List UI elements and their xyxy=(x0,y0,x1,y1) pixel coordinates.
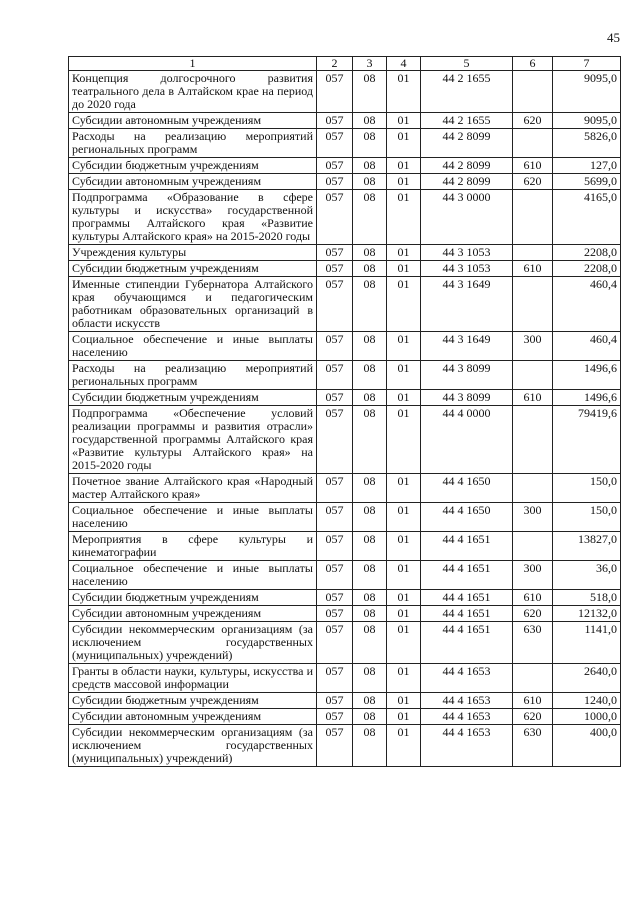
subsection-cell: 01 xyxy=(387,474,421,503)
target-article-cell: 44 4 1653 xyxy=(421,664,513,693)
expense-type-cell xyxy=(513,190,553,245)
section-cell: 08 xyxy=(353,406,387,474)
section-cell: 08 xyxy=(353,261,387,277)
subsection-cell: 01 xyxy=(387,277,421,332)
expense-type-cell: 630 xyxy=(513,725,553,767)
amount-cell: 518,0 xyxy=(553,590,621,606)
target-article-cell: 44 4 1651 xyxy=(421,590,513,606)
section-cell: 08 xyxy=(353,664,387,693)
ministry-code-cell: 057 xyxy=(317,261,353,277)
ministry-code-cell: 057 xyxy=(317,622,353,664)
row-name-cell: Субсидии бюджетным учреждениям xyxy=(69,590,317,606)
amount-cell: 460,4 xyxy=(553,277,621,332)
target-article-cell: 44 3 0000 xyxy=(421,190,513,245)
target-article-cell: 44 4 1653 xyxy=(421,709,513,725)
subsection-cell: 01 xyxy=(387,332,421,361)
subsection-cell: 01 xyxy=(387,725,421,767)
expense-type-cell xyxy=(513,245,553,261)
column-header: 7 xyxy=(553,57,621,71)
subsection-cell: 01 xyxy=(387,113,421,129)
amount-cell: 12132,0 xyxy=(553,606,621,622)
subsection-cell: 01 xyxy=(387,503,421,532)
column-header: 1 xyxy=(69,57,317,71)
ministry-code-cell: 057 xyxy=(317,532,353,561)
expense-type-cell: 610 xyxy=(513,390,553,406)
amount-cell: 400,0 xyxy=(553,725,621,767)
section-cell: 08 xyxy=(353,606,387,622)
ministry-code-cell: 057 xyxy=(317,474,353,503)
table-row xyxy=(69,622,621,664)
table-row xyxy=(69,245,621,261)
subsection-cell: 01 xyxy=(387,590,421,606)
ministry-code-cell: 057 xyxy=(317,725,353,767)
table-row xyxy=(69,129,621,158)
ministry-code-cell: 057 xyxy=(317,606,353,622)
section-cell: 08 xyxy=(353,693,387,709)
expense-type-cell xyxy=(513,474,553,503)
section-cell: 08 xyxy=(353,532,387,561)
table-header-row xyxy=(69,57,621,71)
table-row xyxy=(69,664,621,693)
amount-cell: 150,0 xyxy=(553,474,621,503)
subsection-cell: 01 xyxy=(387,622,421,664)
section-cell: 08 xyxy=(353,390,387,406)
amount-cell: 5699,0 xyxy=(553,174,621,190)
row-name-cell: Субсидии автономным учреждениям xyxy=(69,606,317,622)
target-article-cell: 44 4 1653 xyxy=(421,725,513,767)
subsection-cell: 01 xyxy=(387,390,421,406)
ministry-code-cell: 057 xyxy=(317,709,353,725)
expense-type-cell: 610 xyxy=(513,590,553,606)
ministry-code-cell: 057 xyxy=(317,561,353,590)
section-cell: 08 xyxy=(353,503,387,532)
ministry-code-cell: 057 xyxy=(317,71,353,113)
table-row xyxy=(69,332,621,361)
section-cell: 08 xyxy=(353,622,387,664)
table-row xyxy=(69,261,621,277)
subsection-cell: 01 xyxy=(387,129,421,158)
section-cell: 08 xyxy=(353,190,387,245)
target-article-cell: 44 4 1650 xyxy=(421,474,513,503)
amount-cell: 1496,6 xyxy=(553,361,621,390)
ministry-code-cell: 057 xyxy=(317,406,353,474)
amount-cell: 460,4 xyxy=(553,332,621,361)
target-article-cell: 44 4 1651 xyxy=(421,532,513,561)
ministry-code-cell: 057 xyxy=(317,190,353,245)
table-row xyxy=(69,390,621,406)
target-article-cell: 44 3 1649 xyxy=(421,277,513,332)
subsection-cell: 01 xyxy=(387,561,421,590)
expense-type-cell xyxy=(513,361,553,390)
row-name-cell: Социальное обеспечение и иные выплаты населению xyxy=(69,503,317,532)
target-article-cell: 44 3 1053 xyxy=(421,261,513,277)
amount-cell: 9095,0 xyxy=(553,71,621,113)
page-number: 45 xyxy=(607,30,620,45)
column-header: 4 xyxy=(387,57,421,71)
column-header: 3 xyxy=(353,57,387,71)
expense-type-cell: 620 xyxy=(513,113,553,129)
row-name-cell: Именные стипендии Губернатора Алтайского края обучающимся и педагогическим работникам образовательных организаций в области искусств xyxy=(69,277,317,332)
target-article-cell: 44 2 8099 xyxy=(421,158,513,174)
subsection-cell: 01 xyxy=(387,693,421,709)
table-row xyxy=(69,590,621,606)
section-cell: 08 xyxy=(353,245,387,261)
amount-cell: 4165,0 xyxy=(553,190,621,245)
row-name-cell: Гранты в области науки, культуры, искусства и средств массовой информации xyxy=(69,664,317,693)
target-article-cell: 44 2 1655 xyxy=(421,71,513,113)
table-row xyxy=(69,474,621,503)
expense-type-cell: 610 xyxy=(513,693,553,709)
target-article-cell: 44 2 8099 xyxy=(421,174,513,190)
subsection-cell: 01 xyxy=(387,190,421,245)
row-name-cell: Субсидии некоммерческим организациям (за исключением государственных (муниципальных) учреждений) xyxy=(69,725,317,767)
ministry-code-cell: 057 xyxy=(317,174,353,190)
table-row xyxy=(69,725,621,767)
amount-cell: 127,0 xyxy=(553,158,621,174)
row-name-cell: Социальное обеспечение и иные выплаты населению xyxy=(69,561,317,590)
section-cell: 08 xyxy=(353,113,387,129)
row-name-cell: Субсидии бюджетным учреждениям xyxy=(69,158,317,174)
expense-type-cell xyxy=(513,129,553,158)
table-row xyxy=(69,693,621,709)
row-name-cell: Учреждения культуры xyxy=(69,245,317,261)
column-header: 6 xyxy=(513,57,553,71)
subsection-cell: 01 xyxy=(387,606,421,622)
expense-type-cell: 300 xyxy=(513,503,553,532)
ministry-code-cell: 057 xyxy=(317,693,353,709)
expense-type-cell xyxy=(513,277,553,332)
row-name-cell: Расходы на реализацию мероприятий региональных программ xyxy=(69,129,317,158)
section-cell: 08 xyxy=(353,332,387,361)
section-cell: 08 xyxy=(353,129,387,158)
subsection-cell: 01 xyxy=(387,158,421,174)
expense-type-cell: 620 xyxy=(513,174,553,190)
table-row xyxy=(69,709,621,725)
expense-type-cell: 620 xyxy=(513,606,553,622)
row-name-cell: Субсидии автономным учреждениям xyxy=(69,113,317,129)
table-row xyxy=(69,361,621,390)
row-name-cell: Субсидии бюджетным учреждениям xyxy=(69,261,317,277)
section-cell: 08 xyxy=(353,590,387,606)
column-header: 5 xyxy=(421,57,513,71)
column-header: 2 xyxy=(317,57,353,71)
amount-cell: 36,0 xyxy=(553,561,621,590)
section-cell: 08 xyxy=(353,277,387,332)
ministry-code-cell: 057 xyxy=(317,158,353,174)
row-name-cell: Социальное обеспечение и иные выплаты населению xyxy=(69,332,317,361)
expense-type-cell xyxy=(513,532,553,561)
row-name-cell: Подпрограмма «Образование в сфере культуры и искусства» государственной программы Алтайского края «Развитие культуры Алтайского края» на 2015-2020 годы xyxy=(69,190,317,245)
amount-cell: 1141,0 xyxy=(553,622,621,664)
row-name-cell: Субсидии автономным учреждениям xyxy=(69,174,317,190)
subsection-cell: 01 xyxy=(387,245,421,261)
expense-type-cell: 610 xyxy=(513,261,553,277)
ministry-code-cell: 057 xyxy=(317,503,353,532)
table-row xyxy=(69,158,621,174)
target-article-cell: 44 3 1053 xyxy=(421,245,513,261)
table-body xyxy=(69,71,621,767)
row-name-cell: Подпрограмма «Обеспечение условий реализации программы и развития отрасли» государственной программы Алтайского края «Развитие культуры Алтайского края» на 2015-2020 годы xyxy=(69,406,317,474)
ministry-code-cell: 057 xyxy=(317,361,353,390)
row-name-cell: Расходы на реализацию мероприятий региональных программ xyxy=(69,361,317,390)
subsection-cell: 01 xyxy=(387,709,421,725)
table-row xyxy=(69,190,621,245)
section-cell: 08 xyxy=(353,474,387,503)
expense-type-cell xyxy=(513,406,553,474)
expense-type-cell: 620 xyxy=(513,709,553,725)
ministry-code-cell: 057 xyxy=(317,664,353,693)
subsection-cell: 01 xyxy=(387,406,421,474)
amount-cell: 2640,0 xyxy=(553,664,621,693)
table-row xyxy=(69,532,621,561)
expense-type-cell: 300 xyxy=(513,332,553,361)
amount-cell: 1240,0 xyxy=(553,693,621,709)
amount-cell: 150,0 xyxy=(553,503,621,532)
budget-table xyxy=(68,56,621,767)
row-name-cell: Концепция долгосрочного развития театрального дела в Алтайском крае на период до 2020 года xyxy=(69,71,317,113)
expense-type-cell xyxy=(513,664,553,693)
section-cell: 08 xyxy=(353,71,387,113)
target-article-cell: 44 3 8099 xyxy=(421,361,513,390)
row-name-cell: Почетное звание Алтайского края «Народный мастер Алтайского края» xyxy=(69,474,317,503)
row-name-cell: Субсидии некоммерческим организациям (за исключением государственных (муниципальных) учреждений) xyxy=(69,622,317,664)
section-cell: 08 xyxy=(353,725,387,767)
table-row xyxy=(69,503,621,532)
subsection-cell: 01 xyxy=(387,261,421,277)
ministry-code-cell: 057 xyxy=(317,332,353,361)
expense-type-cell: 630 xyxy=(513,622,553,664)
section-cell: 08 xyxy=(353,561,387,590)
amount-cell: 1000,0 xyxy=(553,709,621,725)
subsection-cell: 01 xyxy=(387,71,421,113)
table-row xyxy=(69,406,621,474)
ministry-code-cell: 057 xyxy=(317,390,353,406)
row-name-cell: Субсидии бюджетным учреждениям xyxy=(69,693,317,709)
row-name-cell: Субсидии бюджетным учреждениям xyxy=(69,390,317,406)
row-name-cell: Мероприятия в сфере культуры и кинематографии xyxy=(69,532,317,561)
target-article-cell: 44 3 8099 xyxy=(421,390,513,406)
table-row xyxy=(69,113,621,129)
target-article-cell: 44 4 0000 xyxy=(421,406,513,474)
ministry-code-cell: 057 xyxy=(317,245,353,261)
section-cell: 08 xyxy=(353,709,387,725)
expense-type-cell: 610 xyxy=(513,158,553,174)
target-article-cell: 44 4 1650 xyxy=(421,503,513,532)
row-name-cell: Субсидии автономным учреждениям xyxy=(69,709,317,725)
target-article-cell: 44 4 1651 xyxy=(421,606,513,622)
table-row xyxy=(69,174,621,190)
amount-cell: 13827,0 xyxy=(553,532,621,561)
table-row xyxy=(69,277,621,332)
section-cell: 08 xyxy=(353,174,387,190)
ministry-code-cell: 057 xyxy=(317,113,353,129)
subsection-cell: 01 xyxy=(387,361,421,390)
ministry-code-cell: 057 xyxy=(317,129,353,158)
ministry-code-cell: 057 xyxy=(317,590,353,606)
amount-cell: 5826,0 xyxy=(553,129,621,158)
section-cell: 08 xyxy=(353,361,387,390)
subsection-cell: 01 xyxy=(387,174,421,190)
amount-cell: 2208,0 xyxy=(553,245,621,261)
table-row xyxy=(69,71,621,113)
table-row xyxy=(69,606,621,622)
expense-type-cell xyxy=(513,71,553,113)
target-article-cell: 44 3 1649 xyxy=(421,332,513,361)
target-article-cell: 44 4 1651 xyxy=(421,561,513,590)
section-cell: 08 xyxy=(353,158,387,174)
amount-cell: 1496,6 xyxy=(553,390,621,406)
ministry-code-cell: 057 xyxy=(317,277,353,332)
target-article-cell: 44 4 1651 xyxy=(421,622,513,664)
subsection-cell: 01 xyxy=(387,532,421,561)
table-row xyxy=(69,561,621,590)
target-article-cell: 44 4 1653 xyxy=(421,693,513,709)
amount-cell: 9095,0 xyxy=(553,113,621,129)
target-article-cell: 44 2 8099 xyxy=(421,129,513,158)
amount-cell: 79419,6 xyxy=(553,406,621,474)
amount-cell: 2208,0 xyxy=(553,261,621,277)
expense-type-cell: 300 xyxy=(513,561,553,590)
subsection-cell: 01 xyxy=(387,664,421,693)
target-article-cell: 44 2 1655 xyxy=(421,113,513,129)
